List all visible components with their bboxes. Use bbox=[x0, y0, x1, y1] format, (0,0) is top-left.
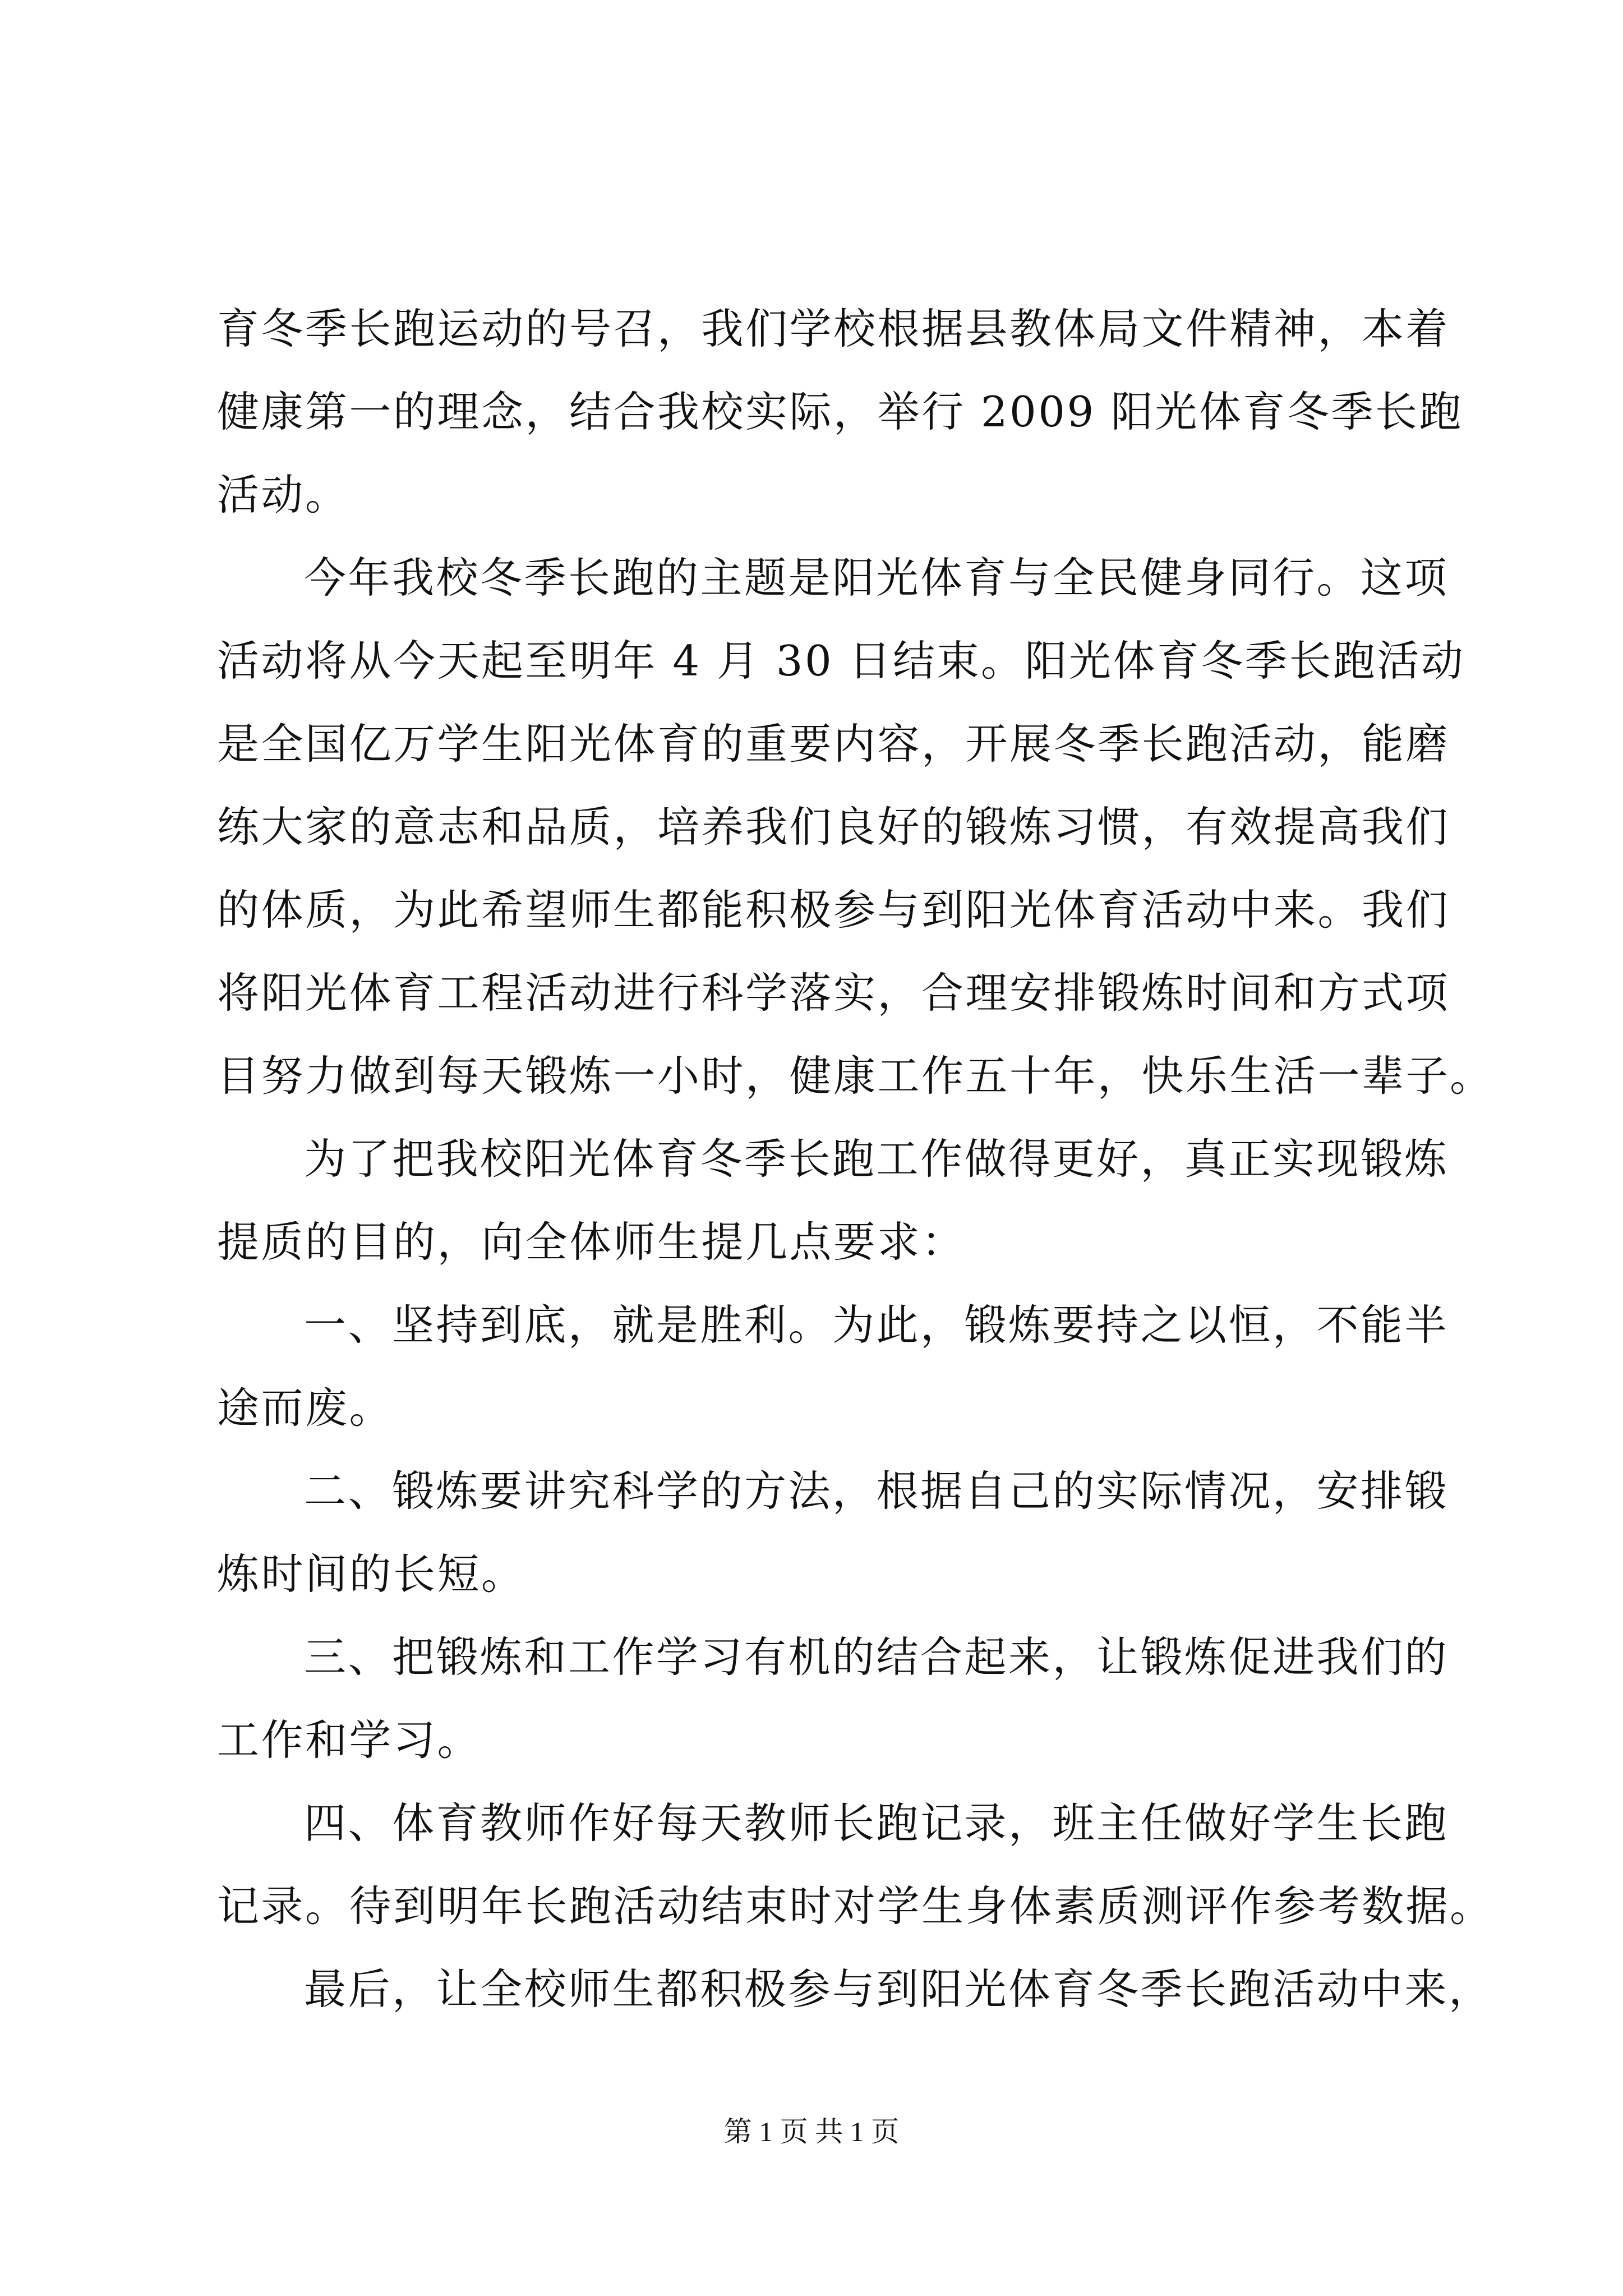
page-footer: 第 1 页 共 1 页 bbox=[723, 2116, 900, 2147]
text-line: 目努力做到每天锻炼一小时，健康工作五十年，快乐生活一辈子。 bbox=[217, 1051, 1494, 1101]
paragraph-start-line: 三、把锻炼和工作学习有机的结合起来，让锻炼促进我们的 bbox=[304, 1632, 1449, 1682]
paragraph-start-line: 为了把我校阳光体育冬季长跑工作做得更好，真正实现锻炼 bbox=[304, 1134, 1449, 1184]
text-line: 提质的目的，向全体师生提几点要求： bbox=[217, 1217, 966, 1267]
text-line: 是全国亿万学生阳光体育的重要内容，开展冬季长跑活动，能磨 bbox=[217, 719, 1450, 769]
paragraph-start-line: 今年我校冬季长跑的主题是阳光体育与全民健身同行。这项 bbox=[304, 553, 1449, 602]
text-line: 活动将从今天起至明年 4 月 30 日结束。阳光体育冬季长跑活动 bbox=[217, 636, 1465, 685]
paragraph-start-line: 一、坚持到底，就是胜利。为此，锻炼要持之以恒，不能半 bbox=[304, 1300, 1449, 1350]
text-line: 练大家的意志和品质，培养我们良好的锻炼习惯，有效提高我们 bbox=[217, 802, 1450, 852]
text-line: 途而废。 bbox=[217, 1383, 394, 1433]
text-line: 育冬季长跑运动的号召，我们学校根据县教体局文件精神，本着 bbox=[217, 304, 1450, 353]
text-line: 记录。待到明年长跑活动结束时对学生身体素质测评作参考数据。 bbox=[217, 1881, 1494, 1931]
text-line: 的体质，为此希望师生都能积极参与到阳光体育活动中来。我们 bbox=[217, 885, 1450, 935]
text-line: 活动。 bbox=[217, 470, 349, 519]
paragraph-start-line: 最后，让全校师生都积极参与到阳光体育冬季长跑活动中来， bbox=[304, 1964, 1493, 2014]
text-line: 健康第一的理念，结合我校实际，举行 2009 阳光体育冬季长跑 bbox=[217, 387, 1464, 436]
text-line: 将阳光体育工程活动进行科学落实，合理安排锻炼时间和方式项 bbox=[217, 968, 1450, 1018]
paragraph-start-line: 四、体育教师作好每天教师长跑记录，班主任做好学生长跑 bbox=[304, 1798, 1449, 1848]
text-line: 工作和学习。 bbox=[217, 1715, 482, 1765]
text-line: 炼时间的长短。 bbox=[217, 1549, 525, 1599]
paragraph-start-line: 二、锻炼要讲究科学的方法，根据自己的实际情况，安排锻 bbox=[304, 1466, 1449, 1516]
